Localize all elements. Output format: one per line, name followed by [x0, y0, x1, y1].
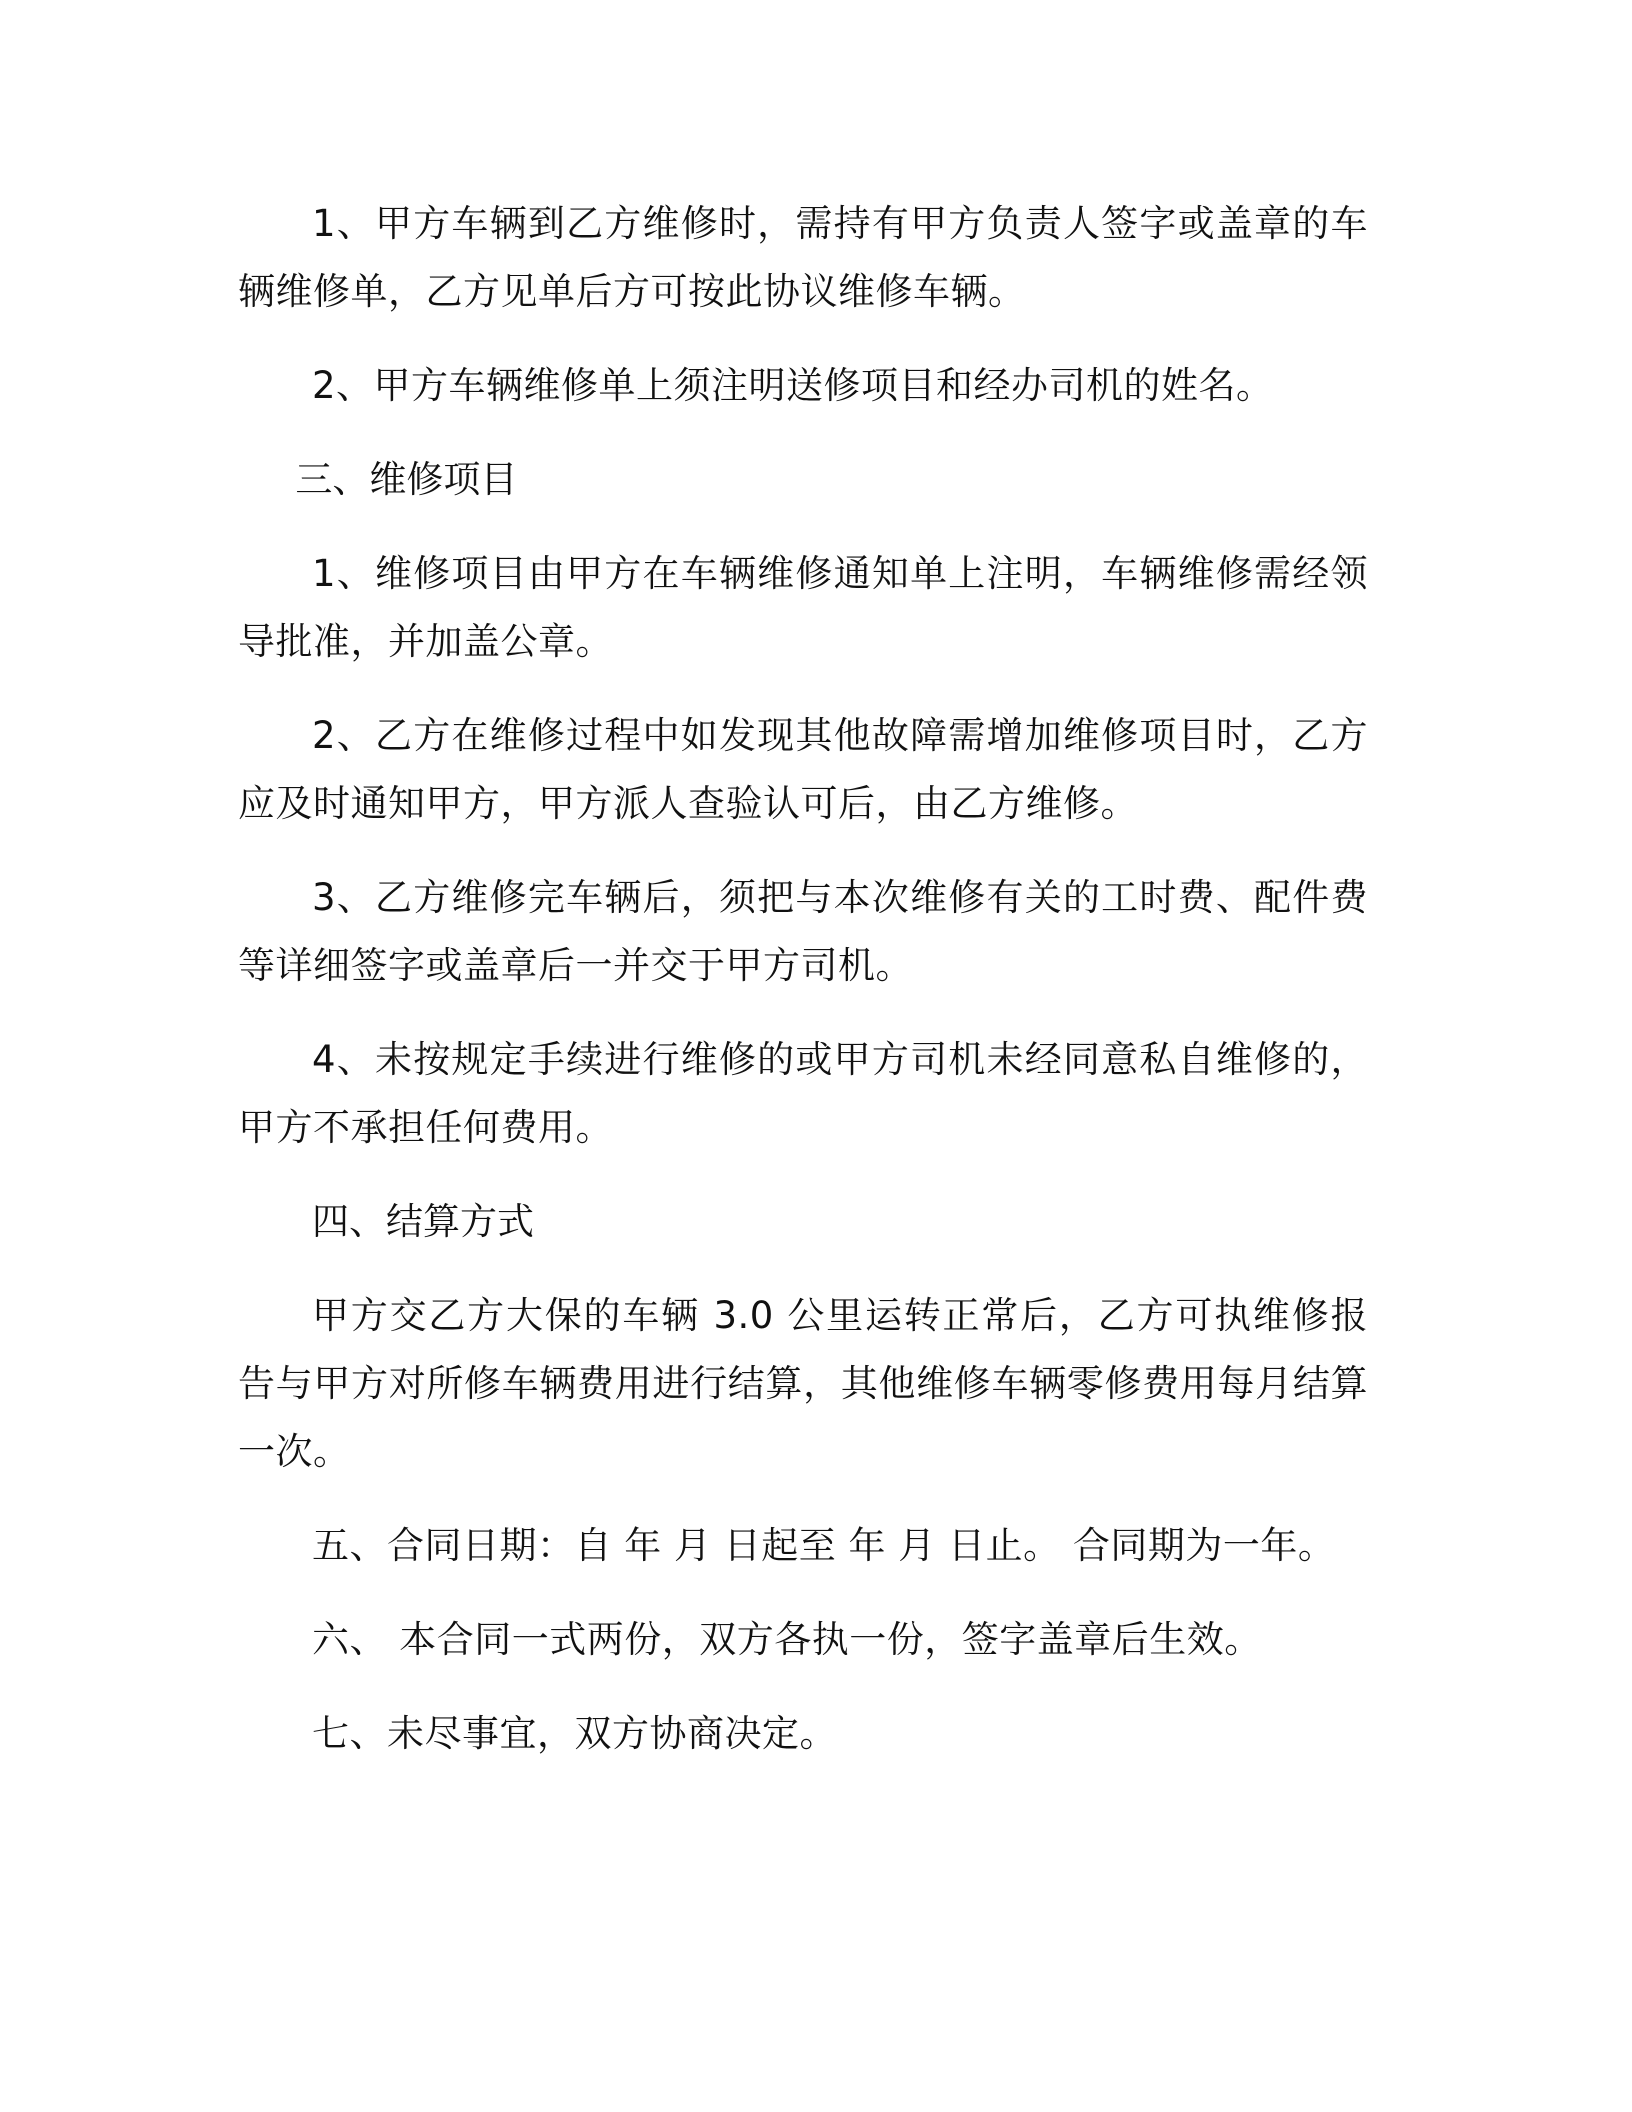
- clause-paragraph: 1、维修项目由甲方在车辆维修通知单上注明，车辆维修需经领导批准，并加盖公章。: [238, 552, 1368, 663]
- document-page: [238, 190, 1368, 1794]
- clause-paragraph: 3、乙方维修完车辆后，须把与本次维修有关的工时费、配件费等详细签字或盖章后一并交于甲方司机。: [238, 876, 1368, 987]
- clause-paragraph: 2、乙方在维修过程中如发现其他故障需增加维修项目时，乙方应及时通知甲方，甲方派人查验认可后，由乙方维修。: [238, 714, 1368, 825]
- clause-paragraph: 1、甲方车辆到乙方维修时，需持有甲方负责人签字或盖章的车辆维修单，乙方见单后方可按此协议维修车辆。: [238, 202, 1368, 313]
- clause-paragraph: 4、未按规定手续进行维修的或甲方司机未经同意私自维修的，甲方不承担任何费用。: [238, 1038, 1368, 1149]
- section-heading: 三、维修项目: [295, 458, 518, 501]
- clause-paragraph: 五、合同日期：自 年 月 日起至 年 月 日止。 合同期为一年。: [312, 1524, 1336, 1567]
- clause-paragraph: 2、甲方车辆维修单上须注明送修项目和经办司机的姓名。: [312, 364, 1274, 407]
- clause-paragraph: 七、未尽事宜，双方协商决定。: [312, 1712, 837, 1755]
- section-heading: 四、结算方式: [312, 1200, 534, 1243]
- clause-paragraph: 甲方交乙方大保的车辆 3.0 公里运转正常后，乙方可执维修报告与甲方对所修车辆费用进行结算，其他维修车辆零修费用每月结算一次。: [238, 1294, 1368, 1473]
- clause-paragraph: 六、 本合同一式两份，双方各执一份，签字盖章后生效。: [312, 1618, 1262, 1661]
